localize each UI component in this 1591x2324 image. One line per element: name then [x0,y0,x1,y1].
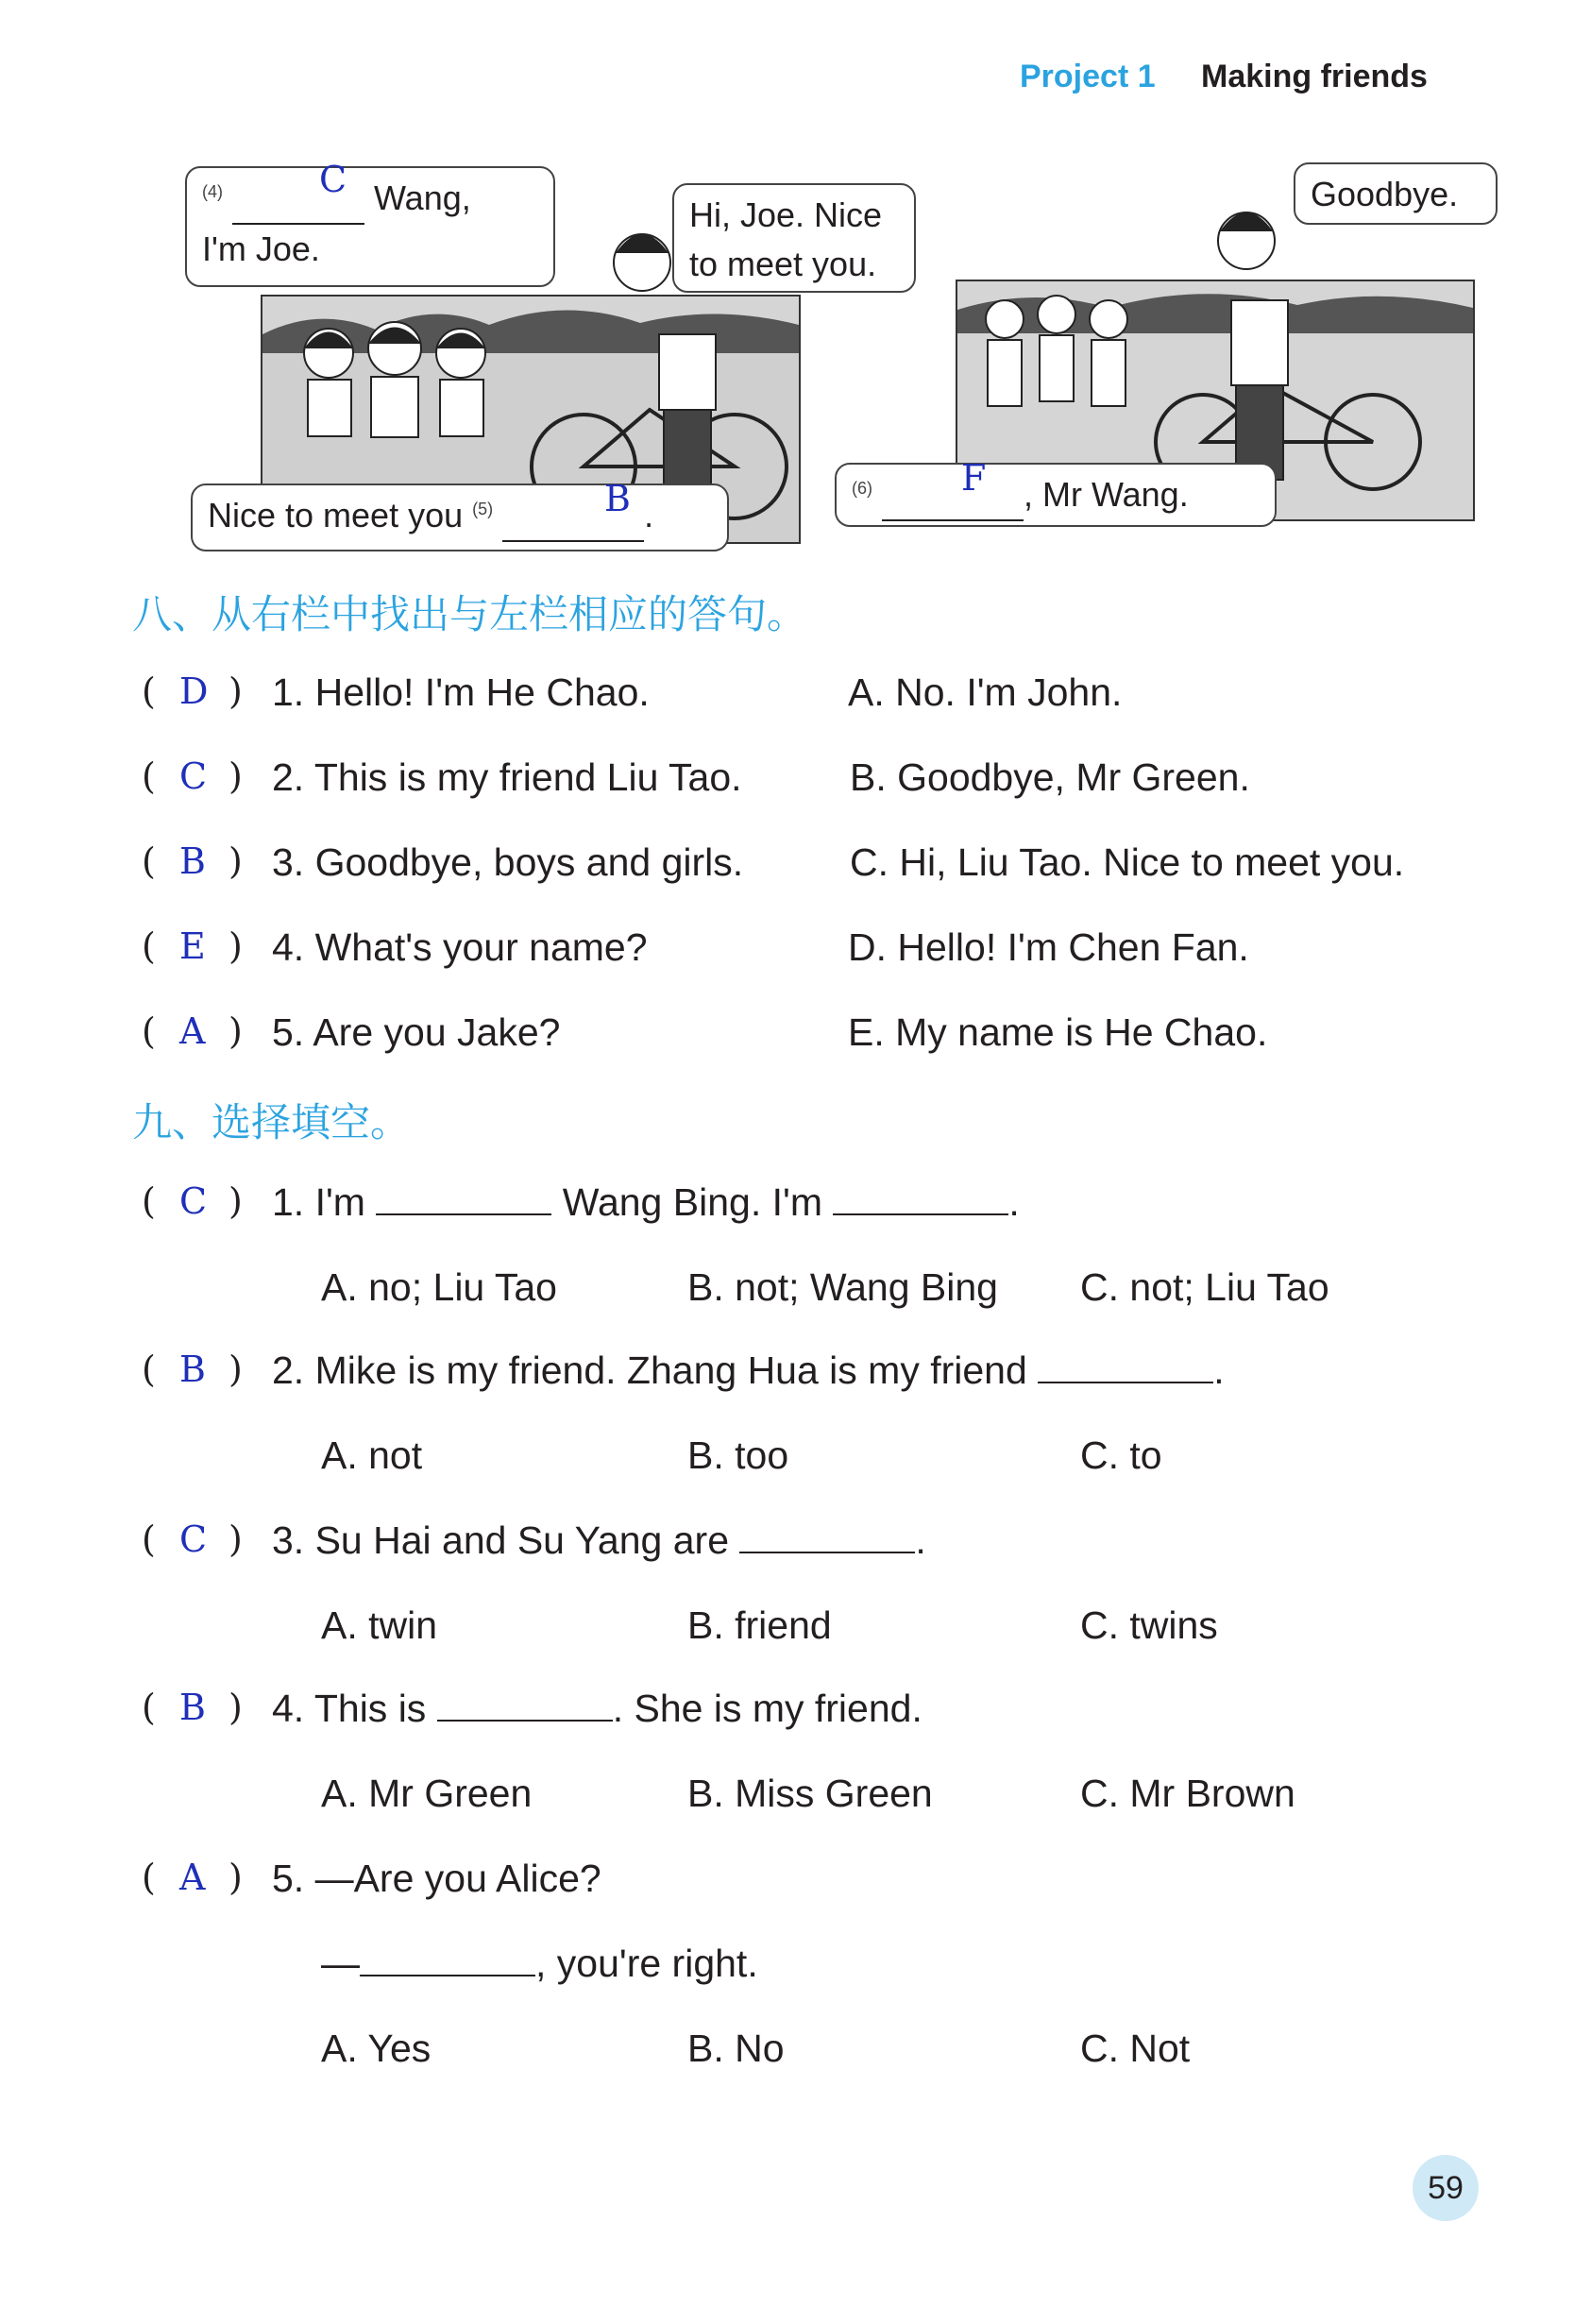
question-part: 4. This is [272,1687,427,1730]
option-b: B. friend [687,1603,832,1647]
question: 1. Hello! I'm He Chao. [272,670,650,714]
option-a: A. no; Liu Tao [321,1265,557,1309]
paren-open: ( [142,1010,156,1052]
man-head-art-2 [1209,194,1284,279]
paren-close: ) [228,925,243,967]
speech-bubble-q4 [185,166,555,287]
blank [833,1213,1008,1215]
answer: C [179,1180,208,1222]
blank [1038,1381,1213,1383]
speech-bubble-q5 [191,483,729,551]
question-number: (5) [472,500,494,518]
bubble-text: Goodbye. [1311,175,1459,213]
paren-open: ( [142,1180,156,1222]
answer: B [179,1687,206,1728]
paren-open: ( [142,1687,156,1728]
answer: B [179,1349,206,1390]
paren-close: ) [228,840,243,882]
speech-bubble-goodbye [1294,162,1498,225]
option: D. Hello! I'm Chen Fan. [848,925,1249,969]
paren-open: ( [142,925,156,967]
paren-open: ( [142,1518,156,1560]
blank [360,1974,535,1976]
paren-close: ) [228,755,243,797]
match-item-3 [142,840,1464,893]
option-a: A. Mr Green [321,1772,533,1815]
section-9-title: 九、选择填空。 [132,1099,411,1145]
bubble-text: Nice to meet you [208,496,464,534]
question: 4. What's your name? [272,925,648,969]
choice-item-1 [142,1180,1464,1233]
option-c: C. Not [1080,2027,1191,2070]
bubble-line1: Hi, Joe. Nice [689,195,883,234]
handwritten-answer-q5: B [604,478,631,519]
paren-close: ) [228,1349,243,1390]
paren-open: ( [142,1857,156,1898]
paren-open: ( [142,840,156,882]
blank [739,1551,915,1553]
option: C. Hi, Liu Tao. Nice to meet you. [850,840,1405,884]
match-item-5 [142,1010,1464,1063]
question-part: 3. Su Hai and Su Yang are [272,1518,729,1562]
page-number: 59 [1413,2155,1479,2221]
question-line-2 [321,1942,758,1986]
answer-blank-q6 [882,470,1024,521]
question [272,1180,1020,1225]
paren-open: ( [142,755,156,797]
answer: A [179,1010,206,1052]
paren-close: ) [228,1010,243,1052]
question-part: 1. I'm [272,1180,365,1224]
answer: C [179,1518,208,1560]
question: 5. Are you Jake? [272,1010,561,1054]
paren-open: ( [142,670,156,712]
option: E. My name is He Chao. [848,1010,1268,1054]
option-c: C. twins [1080,1603,1218,1647]
question-part: . [1008,1180,1020,1224]
question-part: . She is my friend. [612,1687,922,1730]
unit-title: Making friends [1201,59,1428,94]
question-part: 2. Mike is my friend. Zhang Hua is my friend [272,1349,1027,1392]
option-b: B. too [687,1433,789,1477]
bubble-text: Wang, [374,178,471,217]
speech-bubble-q6 [835,463,1277,527]
question: 5. —Are you Alice? [272,1857,601,1900]
option-b: B. Miss Green [687,1772,933,1815]
question: 3. Goodbye, boys and girls. [272,840,744,884]
question [272,1518,926,1563]
option-c: C. to [1080,1433,1162,1477]
paren-close: ) [228,1857,243,1898]
option-a: A. Yes [321,2027,432,2070]
option: A. No. I'm John. [848,670,1123,714]
bubble-line2: to meet you. [689,245,877,284]
question-part: . [915,1518,926,1562]
answer: D [179,670,209,712]
question-part: , you're right. [535,1942,758,1985]
blank [376,1213,551,1215]
option-b: B. No [687,2027,785,2070]
speech-bubble-hi-joe [672,183,916,293]
match-item-4 [142,925,1464,978]
match-item-1 [142,670,1464,723]
paren-close: ) [228,1518,243,1560]
blank [437,1719,613,1722]
man-head-art [604,215,680,300]
bubble-text-line2: I'm Joe. [202,229,320,269]
question: 2. This is my friend Liu Tao. [272,755,742,799]
answer: B [179,840,206,882]
project-label: Project 1 [1020,59,1156,94]
bubble-tail: . [644,496,654,534]
handwritten-answer-q6: F [961,457,987,499]
question-part: — [321,1942,360,1985]
question-number: (6) [852,479,872,498]
bubble-text: , Mr Wang. [1024,475,1189,514]
choice-item-2 [142,1349,1464,1401]
choice-item-5 [142,1857,1464,1909]
choice-item-4 [142,1687,1464,1739]
option-b: B. not; Wang Bing [687,1265,998,1309]
answer: E [179,925,206,967]
question-number: (4) [202,182,223,201]
question [272,1349,1225,1393]
answer: C [179,755,208,797]
option: B. Goodbye, Mr Green. [850,755,1250,799]
question-part: Wang Bing. I'm [562,1180,822,1224]
paren-close: ) [228,1687,243,1728]
section-8-title: 八、从右栏中找出与左栏相应的答句。 [132,591,807,637]
match-item-2 [142,755,1464,808]
option-c: C. not; Liu Tao [1080,1265,1329,1309]
paren-close: ) [228,670,243,712]
choice-item-3 [142,1518,1464,1571]
handwritten-answer-q4: C [319,159,347,200]
question-part: . [1213,1349,1225,1392]
option-a: A. not [321,1433,423,1477]
option-c: C. Mr Brown [1080,1772,1295,1815]
paren-close: ) [228,1180,243,1222]
question [272,1687,922,1731]
answer: A [179,1857,206,1898]
paren-open: ( [142,1349,156,1390]
option-a: A. twin [321,1603,438,1647]
